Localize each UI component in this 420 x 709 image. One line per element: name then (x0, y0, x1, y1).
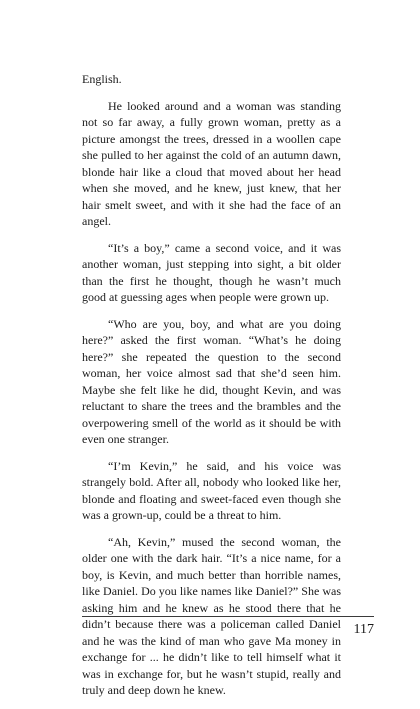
footer-rule (82, 616, 374, 617)
page-number: 117 (353, 622, 374, 637)
paragraph: “I’m Kevin,” he said, and his voice was strangely bold. After all, nobody who looked like her, blonde and floating and sweet-faced even though she was a grown-up, could be a threat to him. (82, 458, 341, 522)
paragraph: “Ah, Kevin,” mused the second woman, the older one with the dark hair. “It’s a nice name, for a boy, is Kevin, and much better than horrible names, like Daniel. Do you like names like Daniel?” She was asking him and he knew as he stood there that he didn’t because there was a policeman called Daniel and he was the kind of man who gave Ma money in exchange for ... he didn’t like to tell himself what it was in exchange for, but he wasn’t stupid, really and truly and deep down he knew. (82, 534, 341, 697)
paragraph: “It’s a boy,” came a second voice, and it was another woman, just stepping into sight, a bit older than the first he thought, though he wasn’t much good at guessing ages when people were grown up. (82, 240, 341, 304)
paragraph-continuation: English. (82, 72, 122, 86)
paragraph: “Who are you, boy, and what are you doing here?” asked the first woman. “What’s he doing here?” she repeated the question to the second woman, her voice almost sad that she’d seen him. Maybe she felt like he did, thought Kevin, and was reluctant to share the trees and the brambles and the overpowering smell of the world as it should be with even one stranger. (82, 316, 341, 446)
paragraph: He looked around and a woman was standing not so far away, a fully grown woman, pretty as a picture amongst the trees, dressed in a woollen cape she pulled to her against the cold of an autumn dawn, blonde hair like a cloud that moved about her head when she moved, and he knew, just knew, that her hair smelt sweet, and with it she had the face of an angel. (82, 98, 341, 228)
body-text (82, 71, 341, 709)
